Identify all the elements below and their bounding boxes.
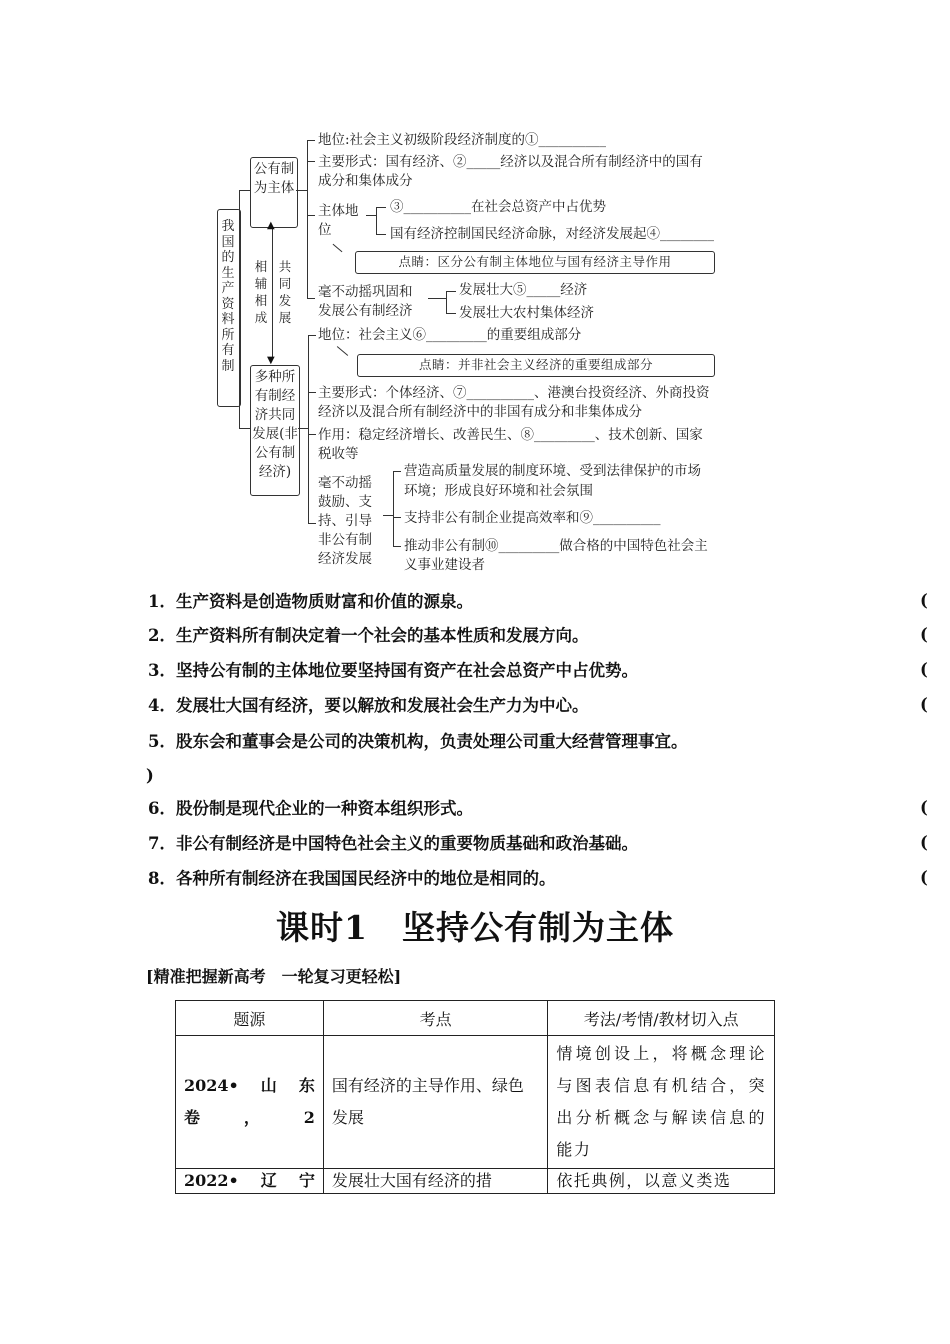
- dominant-b: 国有经济控制国民经济命脉，对经济发展起④________: [390, 226, 714, 242]
- consolidate-2: 发展公有制经济: [318, 303, 413, 319]
- consolidate-1: 毫不动摇巩固和: [318, 284, 413, 300]
- consolidate-b: 发展壮大农村集体经济: [459, 305, 594, 321]
- row2-method: 依托典例，以意义类选: [548, 1169, 775, 1194]
- lesson-title: 课时1 坚持公有制为主体: [276, 908, 674, 947]
- root-label: 我国的生产资料所有制: [221, 219, 235, 374]
- answer-paren-4: (: [920, 695, 928, 714]
- statement-7: 7．非公有制经济是中国特色社会主义的重要物质基础和政治基础。: [148, 834, 638, 853]
- support-a-2: 环境；形成良好环境和社会氛围: [404, 483, 593, 499]
- statement-5: 5．股东会和董事会是公司的决策机构，负责处理公司重大经营管理事宜。: [148, 732, 688, 751]
- header-point: 考点: [323, 1001, 548, 1036]
- row2-point: 发展壮大国有经济的措: [323, 1169, 548, 1194]
- statement-4: 4．发展壮大国有经济，要以解放和发展社会生产力为中心。: [148, 696, 589, 715]
- answer-paren-7: (: [920, 833, 928, 852]
- exam-table: [175, 1000, 775, 1194]
- public-forms-2: 成分和集体成分: [318, 173, 413, 189]
- dominant-label-1: 主体地: [318, 203, 359, 219]
- hint-box-1: 点睛：区分公有制主体地位与国有经济主导作用: [355, 251, 715, 274]
- support-1: 毫不动摇: [318, 475, 372, 491]
- nonpublic-forms-2: 经济以及混合所有制经济中的非国有成分和非集体成分: [318, 404, 642, 420]
- dominant-label-2: 位: [318, 222, 332, 238]
- nonpublic-box: 多种所有制经济共同发展(非公有制经济): [250, 365, 300, 496]
- table-header-row: [176, 1001, 775, 1036]
- statement-3: 3．坚持公有制的主体地位要坚持国有资产在社会总资产中占优势。: [148, 661, 638, 680]
- consolidate-a: 发展壮大⑤_____经济: [459, 282, 588, 298]
- row1-point: 国有经济的主导作用、绿色发展: [323, 1036, 548, 1169]
- support-a-1: 营造高质量发展的制度环境、受到法律保护的市场: [404, 463, 701, 479]
- support-2: 鼓励、支: [318, 494, 372, 510]
- answer-paren-8: (: [920, 868, 928, 887]
- statement-2: 2．生产资料所有制决定着一个社会的基本性质和发展方向。: [148, 626, 589, 645]
- public-status: 地位:社会主义初级阶段经济制度的①__________: [318, 132, 607, 148]
- nonpublic-role-1: 作用：稳定经济增长、改善民生、⑧_________、技术创新、国家: [318, 427, 703, 443]
- header-source: 题源: [176, 1001, 324, 1036]
- double-arrow: [272, 228, 273, 360]
- support-b: 支持非公有制企业提高效率和⑨__________: [404, 510, 661, 526]
- answer-paren-2: (: [920, 625, 928, 644]
- hint-box-2: 点睛：并非社会主义经济的重要组成部分: [357, 354, 715, 377]
- support-c-1: 推动非公有制⑩_________做合格的中国特色社会主: [404, 538, 708, 554]
- statement-8: 8．各种所有制经济在我国国民经济中的地位是相同的。: [148, 869, 556, 888]
- answer-paren-6: (: [920, 798, 928, 817]
- statement-6: 6．股份制是现代企业的一种资本组织形式。: [148, 799, 473, 818]
- answer-paren-1: (: [920, 591, 928, 610]
- mutual-left: 相辅相成: [254, 259, 268, 325]
- support-4: 非公有制: [318, 532, 372, 548]
- answer-paren-3: (: [920, 660, 928, 679]
- public-box: 公有制为主体: [250, 157, 298, 228]
- row1-method: 情境创设上，将概念理论与图表信息有机结合，突出分析概念与解读信息的能力: [548, 1036, 775, 1169]
- arrow-up-icon: ▲: [267, 220, 275, 231]
- dominant-a: ③__________在社会总资产中占优势: [390, 199, 606, 215]
- answer-paren-5: ): [146, 766, 154, 785]
- row1-source: 2024• 山 东卷，2: [176, 1036, 324, 1169]
- statement-1: 1．生产资料是创造物质财富和价值的源泉。: [148, 592, 473, 611]
- table-row: [176, 1036, 775, 1169]
- row2-source: 2022• 辽 宁: [176, 1169, 324, 1194]
- nonpublic-role-2: 税收等: [318, 446, 359, 462]
- header-method: 考法/考情/教材切入点: [548, 1001, 775, 1036]
- support-3: 持、引导: [318, 513, 372, 529]
- nonpublic-status: 地位：社会主义⑥_________的重要组成部分: [318, 327, 582, 343]
- public-forms-1: 主要形式：国有经济、②_____经济以及混合所有制经济中的国有: [318, 154, 703, 170]
- mutual-right: 共同发展: [278, 259, 292, 325]
- table-row: [176, 1169, 775, 1194]
- nonpublic-forms-1: 主要形式：个体经济、⑦__________、港澳台投资经济、外商投资: [318, 385, 710, 401]
- subtitle: [精准把握新高考 一轮复习更轻松]: [146, 967, 402, 986]
- arrow-down-icon: ▼: [267, 355, 275, 366]
- support-c-2: 义事业建设者: [404, 557, 485, 573]
- support-5: 经济发展: [318, 551, 372, 567]
